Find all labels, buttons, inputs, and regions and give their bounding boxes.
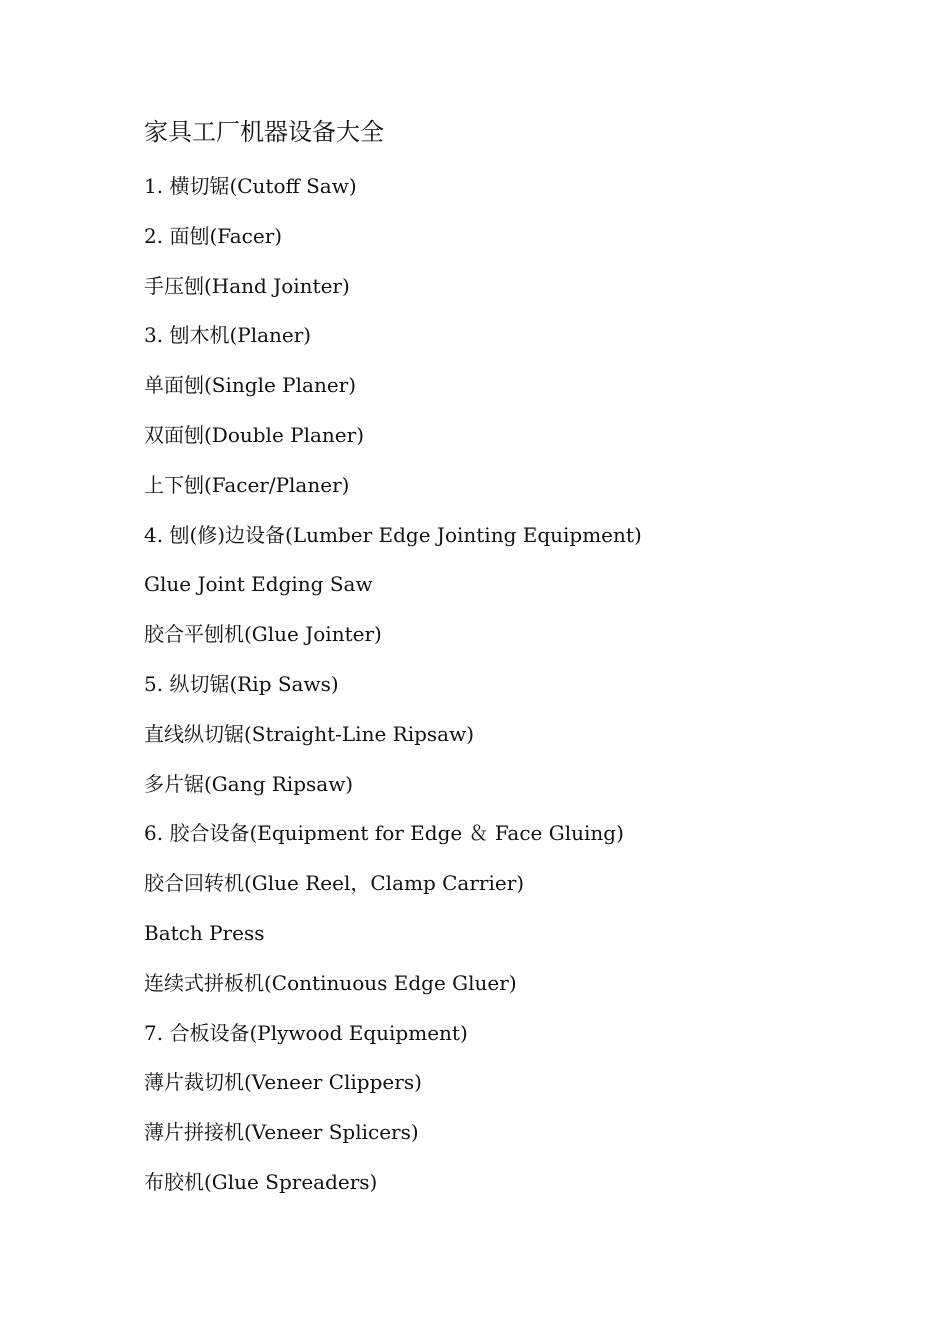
list-item: 多片锯(Gang Ripsaw) (144, 771, 354, 796)
list-item: 3. 刨木机(Planer) (144, 323, 312, 348)
list-item: 直线纵切锯(Straight-Line Ripsaw) (144, 721, 475, 746)
list-item: 手压刨(Hand Jointer) (144, 273, 350, 298)
list-item: 连续式拼板机(Continuous Edge Gluer) (144, 970, 517, 995)
document-title: 家具工厂机器设备大全 (144, 118, 384, 146)
list-item: 单面刨(Single Planer) (144, 373, 357, 398)
list-item: 薄片裁切机(Veneer Clippers) (144, 1070, 422, 1095)
list-item: 薄片拼接机(Veneer Splicers) (144, 1120, 419, 1145)
list-item: 1. 横切锯(Cutoff Saw) (144, 174, 357, 198)
list-item: 双面刨(Double Planer) (144, 422, 365, 447)
list-item: Glue Joint Edging Saw (144, 572, 373, 597)
list-item: 上下刨(Facer/Planer) (144, 472, 350, 497)
list-item: 胶合平刨机(Glue Jointer) (144, 622, 382, 647)
list-item: 2. 面刨(Facer) (144, 223, 283, 248)
list-item: 7. 合板设备(Plywood Equipment) (144, 1020, 468, 1045)
list-item: 胶合回转机(Glue Reel，Clamp Carrier) (144, 871, 525, 896)
equipment-list (144, 170, 642, 1216)
list-item: 布胶机(Glue Spreaders) (144, 1169, 378, 1194)
list-item: Batch Press (144, 920, 265, 945)
list-item: 6. 胶合设备(Equipment for Edge ＆ Face Gluing) (144, 821, 624, 846)
list-item: 4. 刨(修)边设备(Lumber Edge Jointing Equipment) (144, 522, 642, 547)
list-item: 5. 纵切锯(Rip Saws) (144, 671, 339, 696)
